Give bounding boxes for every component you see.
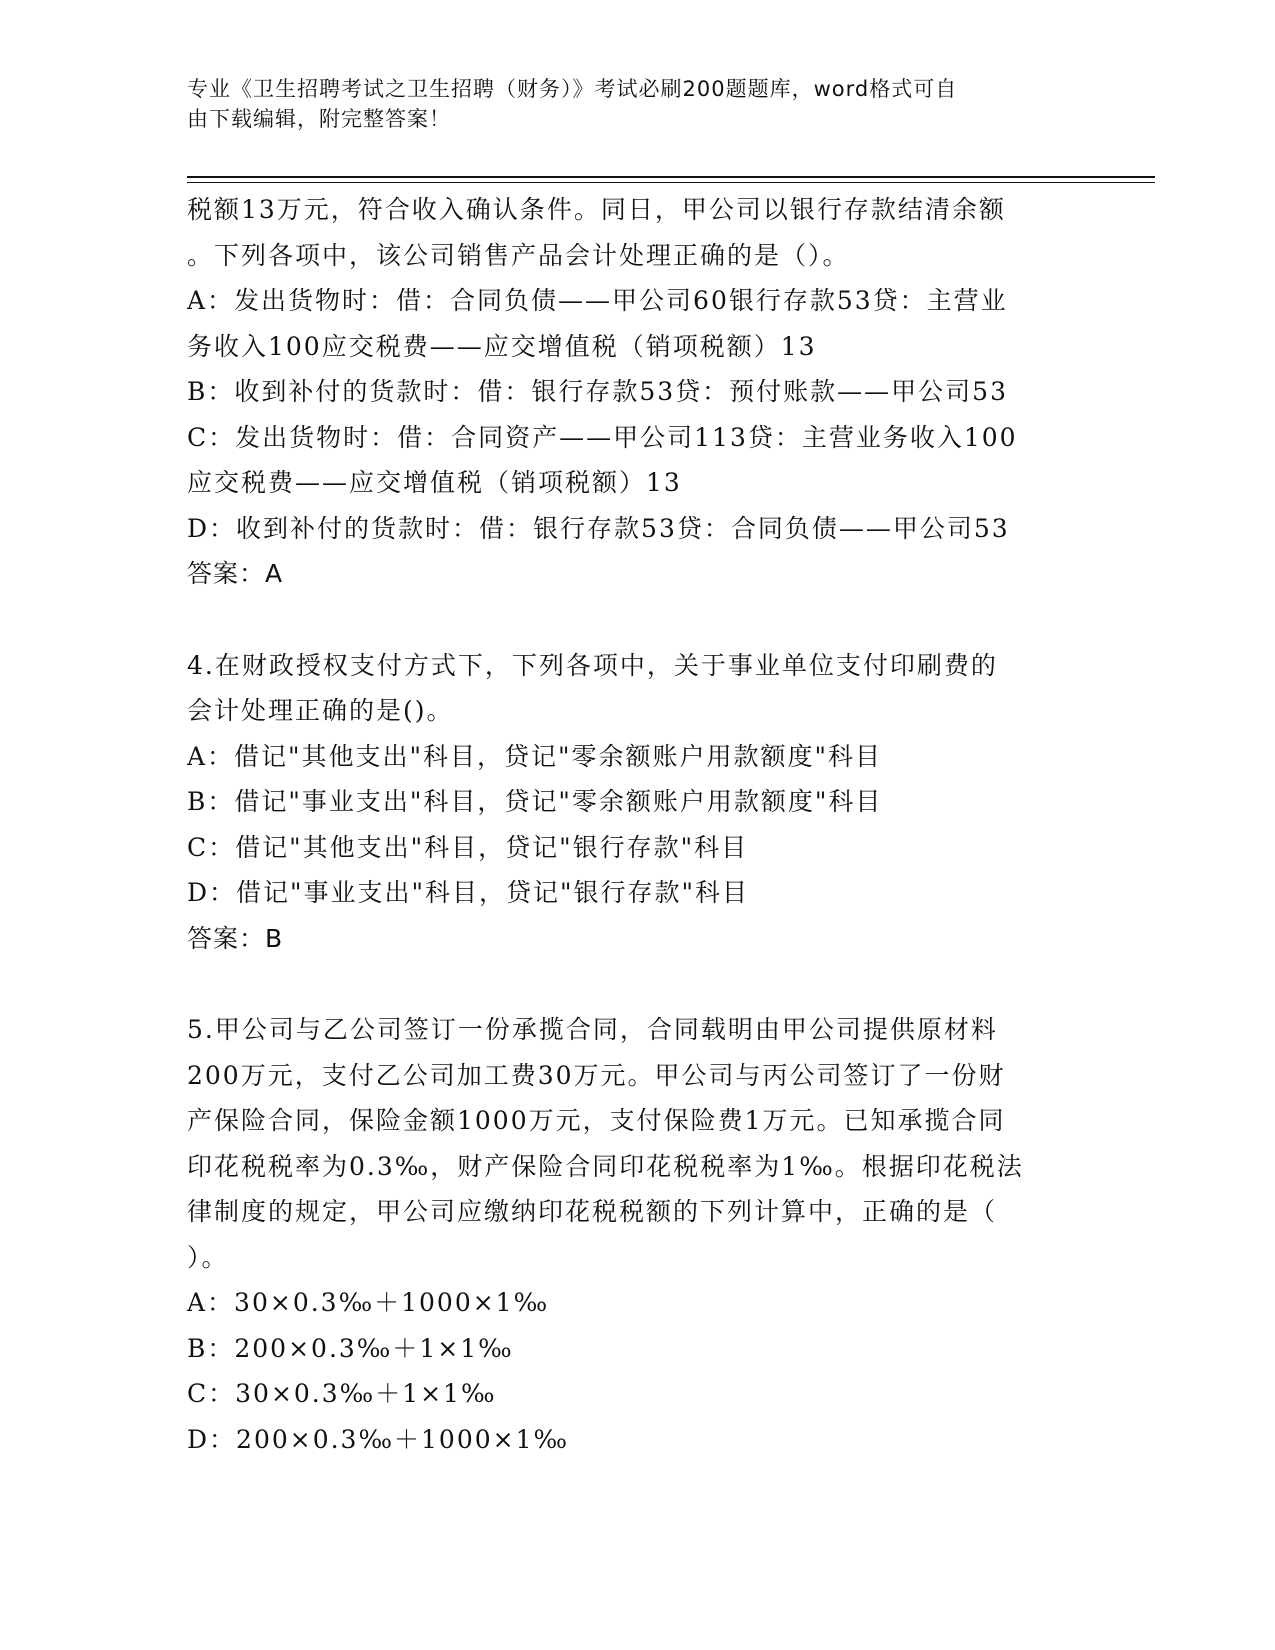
question-4-option-a: A：借记"其他支出"科目，贷记"零余额账户用款额度"科目 (187, 741, 883, 771)
document-body (187, 187, 1087, 1462)
question-4-stem-line-2: 会计处理正确的是()。 (187, 696, 454, 725)
header-title-line-1: 专业《卫生招聘考试之卫生招聘（财务）》考试必刷200题题库，word格式可自 (187, 77, 958, 101)
question-3-answer: 答案：A (187, 559, 284, 588)
question-4 (187, 643, 1087, 962)
question-3-option-a-line-1: A：发出货物时：借：合同负债——甲公司60银行存款53贷：主营业 (187, 286, 1008, 315)
question-3-option-a-line-2: 务收入100应交税费——应交增值税（销项税额）13 (187, 331, 817, 361)
question-3-stem-line-2: 。下列各项中，该公司销售产品会计处理正确的是（）。 (187, 240, 850, 270)
question-5-stem-line-2: 200万元，支付乙公司加工费30万元。甲公司与丙公司签订了一份财 (187, 1060, 1006, 1090)
question-5-stem-line-1: 5.甲公司与乙公司签订一份承揽合同，合同载明由甲公司提供原材料 (187, 1015, 998, 1044)
header-rule-thin (187, 182, 1155, 183)
question-5-option-a: A：30×0.3‰＋1000×1‰ (187, 1288, 550, 1317)
header-title-line-2: 由下载编辑，附完整答案！ (187, 107, 451, 131)
document-header (187, 74, 1067, 134)
question-4-stem-line-1: 4.在财政授权支付方式下，下列各项中，关于事业单位支付印刷费的 (187, 650, 998, 680)
header-rule-thick (187, 176, 1155, 178)
question-3-option-b: B：收到补付的货款时：借：银行存款53贷：预付账款——甲公司53 (187, 377, 1008, 406)
question-3 (187, 187, 1087, 597)
question-4-option-c: C：借记"其他支出"科目，贷记"银行存款"科目 (187, 832, 749, 862)
question-5-option-c: C：30×0.3‰＋1×1‰ (187, 1379, 497, 1408)
question-3-option-c-line-1: C：发出货物时：借：合同资产——甲公司113贷：主营业务收入100 (187, 422, 1018, 452)
question-5-stem-line-6: ）。 (187, 1242, 229, 1272)
question-3-option-d: D：收到补付的货款时：借：银行存款53贷：合同负债——甲公司53 (187, 513, 1010, 543)
question-4-option-b: B：借记"事业支出"科目，贷记"零余额账户用款额度"科目 (187, 787, 883, 816)
question-3-option-c-line-2: 应交税费——应交增值税（销项税额）13 (187, 468, 682, 497)
question-5 (187, 1007, 1087, 1462)
question-5-stem-line-5: 律制度的规定，甲公司应缴纳印花税税额的下列计算中，正确的是（ (187, 1197, 998, 1226)
question-4-option-d: D：借记"事业支出"科目，贷记"银行存款"科目 (187, 878, 750, 907)
spacer (187, 597, 1087, 643)
question-3-stem-line-1: 税额13万元，符合收入确认条件。同日，甲公司以银行存款结清余额 (187, 195, 1006, 224)
question-5-stem-line-4: 印花税税率为0.3‰，财产保险合同印花税税率为1‰。根据印花税法 (187, 1151, 1024, 1181)
question-5-option-b: B：200×0.3‰＋1×1‰ (187, 1333, 514, 1363)
question-4-answer: 答案：B (187, 923, 284, 953)
spacer (187, 961, 1087, 1007)
question-5-stem-line-3: 产保险合同，保险金额1000万元，支付保险费1万元。已知承揽合同 (187, 1106, 1006, 1135)
question-5-option-d: D：200×0.3‰＋1000×1‰ (187, 1424, 570, 1454)
